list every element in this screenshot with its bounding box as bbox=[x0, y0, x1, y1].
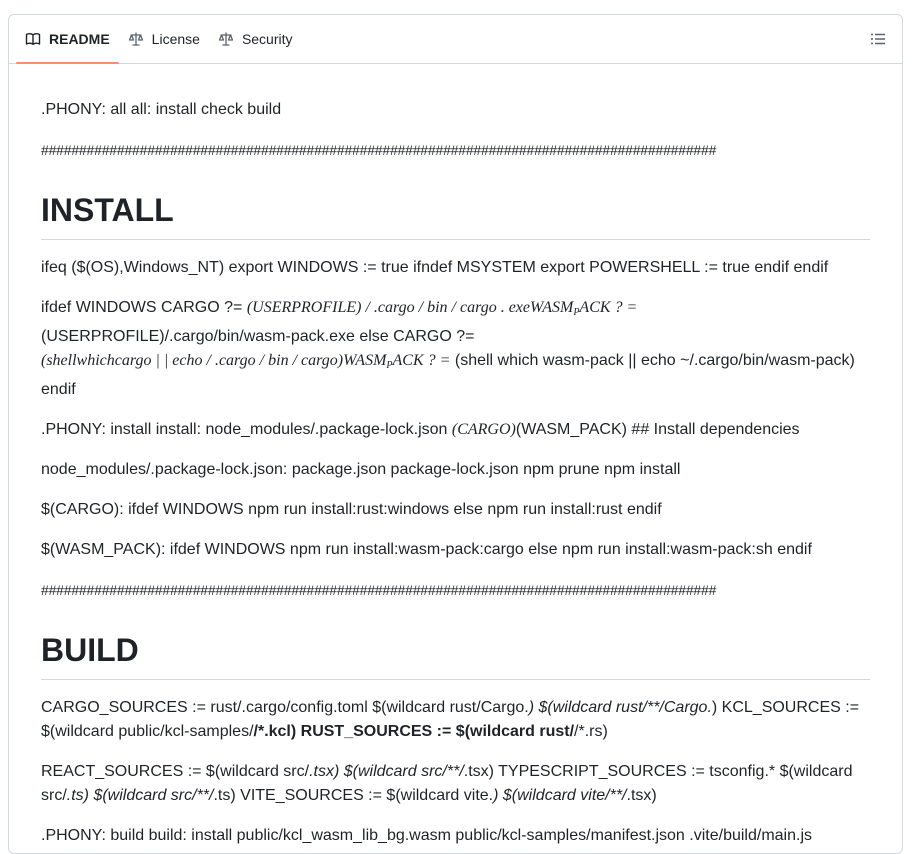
paragraph-react-sources: REACT_SOURCES := $(wildcard src/.tsx) $(wildcard src/**/.tsx) TYPESCRIPT_SOURCES := tsconfig.* $(wildcard src/.ts) $(wildcard src/**/.ts) VITE_SOURCES := $(wildcard vite.) $(wildcard vite/**/.tsx) bbox=[41, 763, 853, 804]
paragraph-cargo-rule: $(CARGO): ifdef WINDOWS npm run install:rust:windows else npm run install:rust endif bbox=[41, 501, 662, 518]
tab-security[interactable] bbox=[209, 15, 302, 63]
paragraph-phony-install: .PHONY: install install: node_modules/.package-lock.json (CARGO)(WASM_PACK) ## Install dependencies bbox=[41, 421, 800, 438]
readme-content bbox=[9, 98, 902, 848]
tab-license[interactable] bbox=[119, 15, 209, 63]
tab-security-label: Security bbox=[241, 31, 293, 47]
paragraph-wasm-pack-rule: $(WASM_PACK): ifdef WINDOWS npm run install:wasm-pack:cargo else npm run install:wasm-pack:sh endif bbox=[41, 541, 812, 558]
paragraph-node-modules: node_modules/.package-lock.json: package.json package-lock.json npm prune npm install bbox=[41, 461, 681, 478]
readme-panel bbox=[8, 14, 903, 854]
paragraph-ifeq-windows: ifeq ($(OS),Windows_NT) export WINDOWS := true ifndef MSYSTEM export POWERSHELL := true endif endif bbox=[41, 259, 829, 276]
tab-license-label: License bbox=[151, 31, 200, 47]
book-icon bbox=[25, 31, 41, 47]
hash-separator: ######################################################################################### bbox=[41, 582, 717, 598]
tab-readme-label: README bbox=[49, 31, 110, 47]
paragraph-phony-build: .PHONY: build build: install public/kcl_wasm_lib_bg.wasm public/kcl-samples/manifest.json .vite/build/main.js bbox=[41, 827, 812, 844]
law-scale-icon bbox=[218, 31, 234, 47]
heading-build: BUILD bbox=[41, 630, 870, 680]
paragraph-ifdef-windows: ifdef WINDOWS CARGO ?= (USERPROFILE) / .cargo / bin / cargo . exeWASM$_P$ACK ? = (USERPROFILE)/.cargo/bin/wasm-pack.exe else CARGO ?= (shellwhichcargo | | echo / .cargo / bin / $cargo)WASM_PACK$ ? = (shell which wasm-pack || echo ~/.cargo/bin/wasm-pack) endif bbox=[41, 299, 855, 398]
tab-readme[interactable] bbox=[16, 15, 119, 63]
heading-install: INSTALL bbox=[41, 190, 870, 240]
list-unordered-icon bbox=[870, 34, 886, 51]
hash-separator: ######################################################################################### bbox=[41, 142, 717, 158]
paragraph-phony-all: .PHONY: all all: install check build bbox=[41, 101, 282, 118]
readme-tab-bar bbox=[9, 15, 902, 64]
table-of-contents-button[interactable] bbox=[870, 31, 886, 47]
law-scale-icon bbox=[128, 31, 144, 47]
paragraph-cargo-sources: CARGO_SOURCES := rust/.cargo/config.toml $(wildcard rust/Cargo.) $(wildcard rust/**/Cargo.) KCL_SOURCES := $(wildcard public/kcl-samples//*.kcl) RUST_SOURCES := $(wildcard rust//*.rs) bbox=[41, 699, 860, 740]
